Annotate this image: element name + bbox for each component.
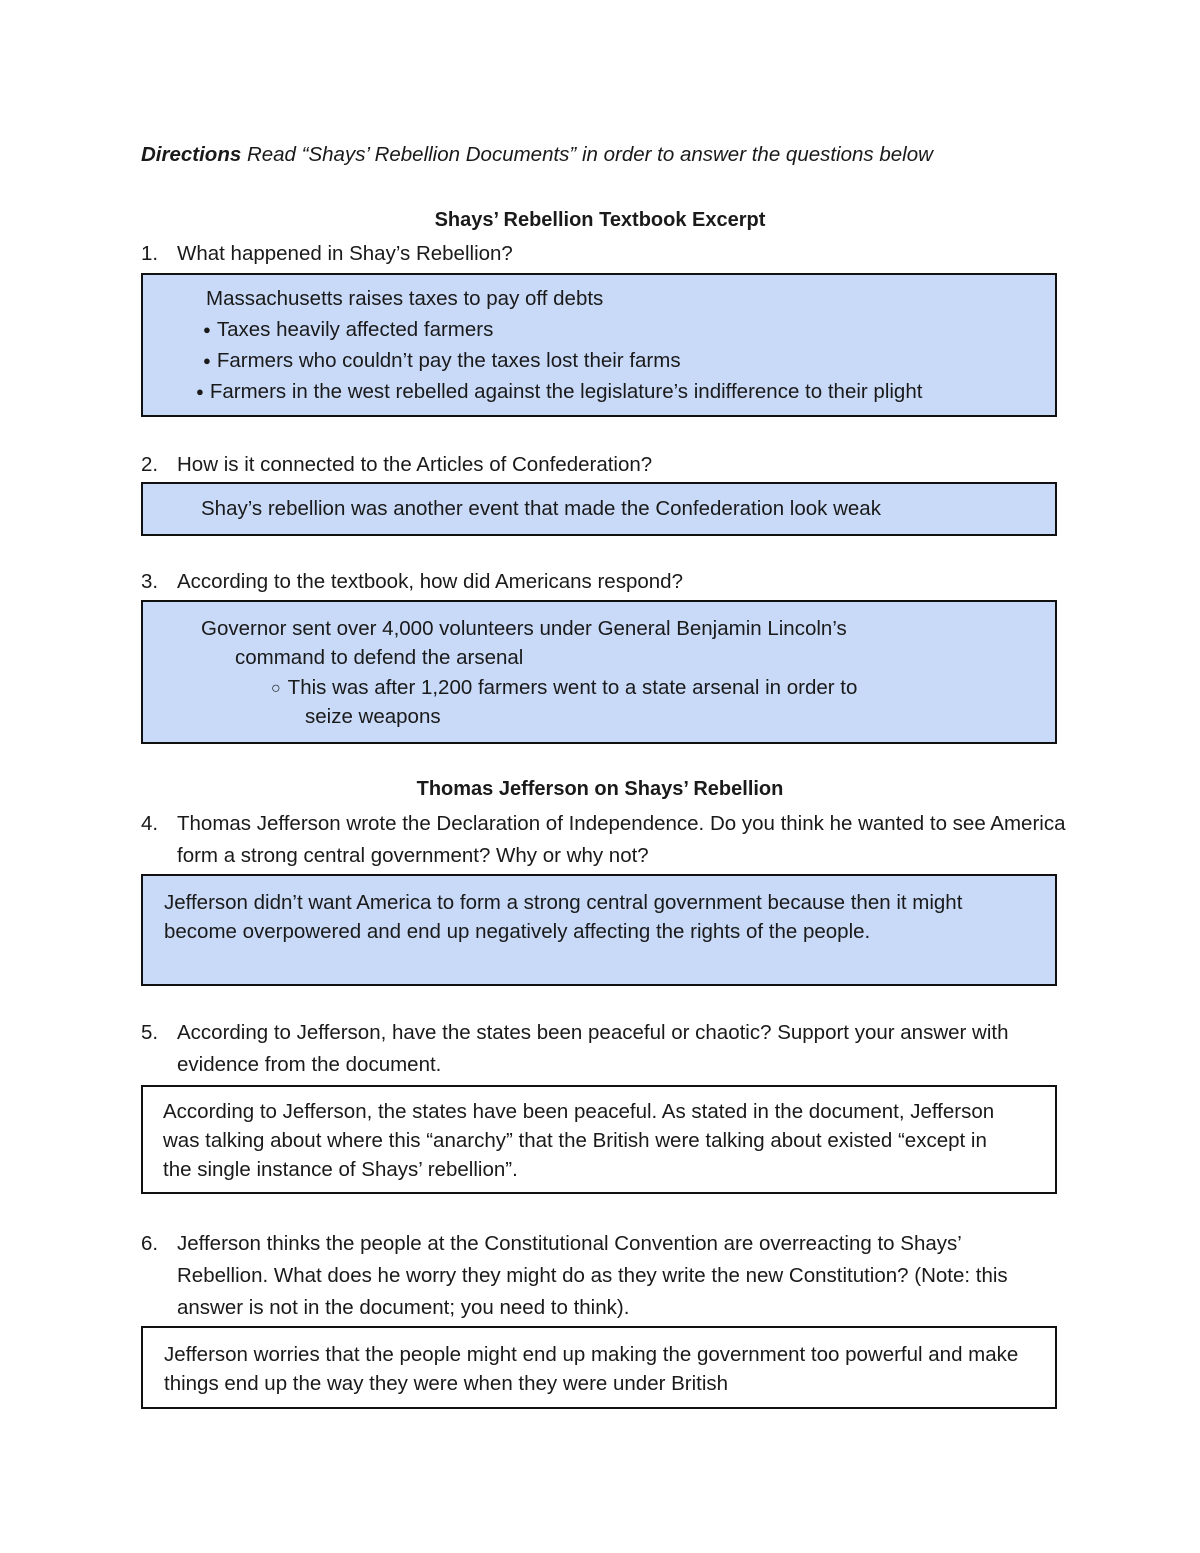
section-title-textbook: Shays’ Rebellion Textbook Excerpt [434, 209, 766, 231]
answer-line: seize weapons [305, 705, 441, 728]
directions [141, 143, 933, 167]
answer-box-2[interactable] [141, 482, 1057, 536]
answer-line: command to defend the arsenal [235, 646, 524, 669]
question-2 [141, 449, 1071, 481]
question-6 [141, 1228, 1071, 1324]
question-3 [141, 566, 1071, 598]
directions-label: Directions [141, 143, 242, 166]
answer-line: Governor sent over 4,000 volunteers under General Benjamin Lincoln’s [201, 617, 847, 640]
question-number: 3. [141, 570, 159, 593]
question-text: How is it connected to the Articles of Confederation? [177, 453, 653, 476]
answer-bullet: ● Farmers who couldn’t pay the taxes lost their farms [203, 349, 681, 373]
answer-text: According to Jefferson, the states have been peaceful. As stated in the document, Jefferson was talking about where this “anarchy” that the British were talking about existed “except in the single instance of Shays’ rebellion”. [163, 1100, 995, 1181]
answer-text: Shay’s rebellion was another event that made the Confederation look weak [201, 497, 881, 520]
question-1 [141, 238, 1071, 270]
answer-box-6[interactable] [141, 1326, 1057, 1409]
question-number: 5. [141, 1021, 159, 1044]
question-number: 6. [141, 1232, 159, 1255]
answer-text: Jefferson worries that the people might end up making the government too powerful and make things end up the way they were when they were under British [164, 1343, 1019, 1395]
answer-bullet: ● Taxes heavily affected farmers [203, 318, 493, 342]
question-number: 2. [141, 453, 159, 476]
answer-box-4[interactable] [141, 874, 1057, 986]
question-5 [141, 1017, 1071, 1081]
question-text: According to Jefferson, have the states been peaceful or chaotic? Support your answer with evidence from the document. [177, 1021, 1009, 1076]
answer-box-3[interactable] [141, 600, 1057, 744]
question-text: What happened in Shay’s Rebellion? [177, 242, 513, 265]
answer-sub-bullet: ○ This was after 1,200 farmers went to a state arsenal in order to [271, 676, 857, 700]
answer-text: Jefferson didn’t want America to form a strong central government because then it might become overpowered and end up negatively affecting the rights of the people. [164, 891, 963, 943]
section-title-jefferson: Thomas Jefferson on Shays’ Rebellion [416, 778, 784, 800]
answer-bullet: ● Farmers in the west rebelled against the legislature’s indifference to their plight [196, 380, 922, 404]
answer-box-5[interactable] [141, 1085, 1057, 1194]
answer-main-line: Massachusetts raises taxes to pay off debts [206, 287, 604, 310]
question-text: According to the textbook, how did Americans respond? [177, 570, 683, 593]
question-number: 4. [141, 812, 159, 835]
question-number: 1. [141, 242, 159, 265]
question-text: Thomas Jefferson wrote the Declaration of Independence. Do you think he wanted to see America form a strong central government? Why or why not? [177, 812, 1066, 867]
question-4 [141, 808, 1071, 872]
question-text: Jefferson thinks the people at the Constitutional Convention are overreacting to Shays’ Rebellion. What does he worry they might do as they write the new Constitution? (Note: this answer is not in the document; you need to think). [177, 1232, 1008, 1319]
answer-box-1[interactable] [141, 273, 1057, 417]
directions-text: Read “Shays’ Rebellion Documents” in order to answer the questions below [241, 143, 933, 166]
